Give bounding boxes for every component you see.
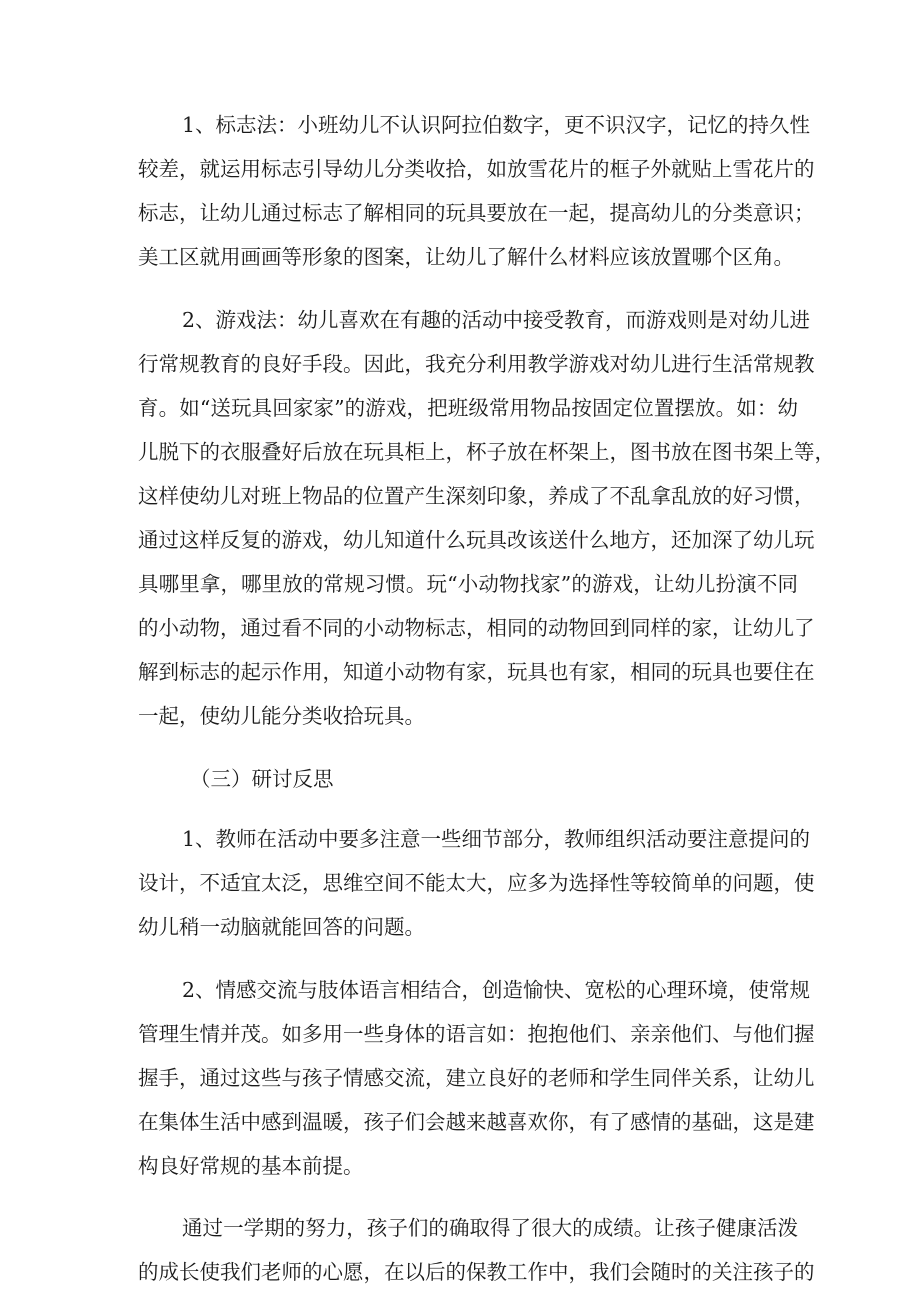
paragraph-4-line-3: 握手，通过这些与孩子情感交流，建立良好的老师和学生同伴关系，让幼儿 <box>138 1066 815 1090</box>
paragraph-2-line-4: 儿脱下的衣服叠好后放在玩具柜上，杯子放在杯架上，图书放在图书架上等， <box>138 440 835 464</box>
paragraph-2-line-8: 的小动物，通过看不同的小动物标志，相同的动物回到同样的家，让幼儿了 <box>138 616 815 640</box>
paragraph-4-line-1: 2、情感交流与肢体语言相结合，创造愉快、宽松的心理环境，使常规 <box>182 978 811 1002</box>
paragraph-4-line-5: 构良好常规的基本前提。 <box>138 1154 364 1178</box>
paragraph-1-line-4: 美工区就用画画等形象的图案，让幼儿了解什么材料应该放置哪个区角。 <box>138 245 794 269</box>
paragraph-3-line-3: 幼儿稍一动脑就能回答的问题。 <box>138 915 425 939</box>
paragraph-5-line-1: 通过一学期的努力，孩子们的确取得了很大的成绩。让孩子健康活泼 <box>182 1216 798 1240</box>
paragraph-1-line-3: 标志，让幼儿通过标志了解相同的玩具要放在一起，提高幼儿的分类意识； <box>138 201 815 225</box>
paragraph-1-line-1: 1、标志法：小班幼儿不认识阿拉伯数字，更不识汉字，记忆的持久性 <box>182 113 811 137</box>
paragraph-3-line-1: 1、教师在活动中要多注意一些细节部分，教师组织活动要注意提问的 <box>182 827 811 851</box>
paragraph-2-line-1: 2、游戏法：幼儿喜欢在有趣的活动中接受教育，而游戏则是对幼儿进 <box>182 308 811 332</box>
paragraph-1-line-2: 较差，就运用标志引导幼儿分类收拾，如放雪花片的框子外就贴上雪花片的 <box>138 157 815 181</box>
section-heading: （三）研讨反思 <box>190 767 334 791</box>
paragraph-4-line-2: 管理生情并茂。如多用一些身体的语言如：抱抱他们、亲亲他们、与他们握 <box>138 1022 815 1046</box>
paragraph-2-line-6: 通过这样反复的游戏，幼儿知道什么玩具改该送什么地方，还加深了幼儿玩 <box>138 528 815 552</box>
paragraph-2-line-7: 具哪里拿，哪里放的常规习惯。玩“小动物找家”的游戏，让幼儿扮演不同 <box>138 572 798 596</box>
paragraph-2-line-3: 育。如“送玩具回家家”的游戏，把班级常用物品按固定位置摆放。如：幼 <box>138 396 798 420</box>
paragraph-5-line-2: 的成长使我们老师的心愿，在以后的保教工作中，我们会随时的关注孩子的 <box>138 1260 815 1284</box>
paragraph-3-line-2: 设计，不适宜太泛，思维空间不能太大，应多为选择性等较简单的问题，使 <box>138 871 815 895</box>
paragraph-2-line-2: 行常规教育的良好手段。因此，我充分利用教学游戏对幼儿进行生活常规教 <box>138 352 815 376</box>
paragraph-2-line-9: 解到标志的起示作用，知道小动物有家，玩具也有家，相同的玩具也要住在 <box>138 660 815 684</box>
paragraph-4-line-4: 在集体生活中感到温暖，孩子们会越来越喜欢你，有了感情的基础，这是建 <box>138 1110 815 1134</box>
paragraph-2-line-5: 这样使幼儿对班上物品的位置产生深刻印象，养成了不乱拿乱放的好习惯， <box>138 484 815 508</box>
paragraph-2-line-10: 一起，使幼儿能分类收拾玩具。 <box>138 704 425 728</box>
